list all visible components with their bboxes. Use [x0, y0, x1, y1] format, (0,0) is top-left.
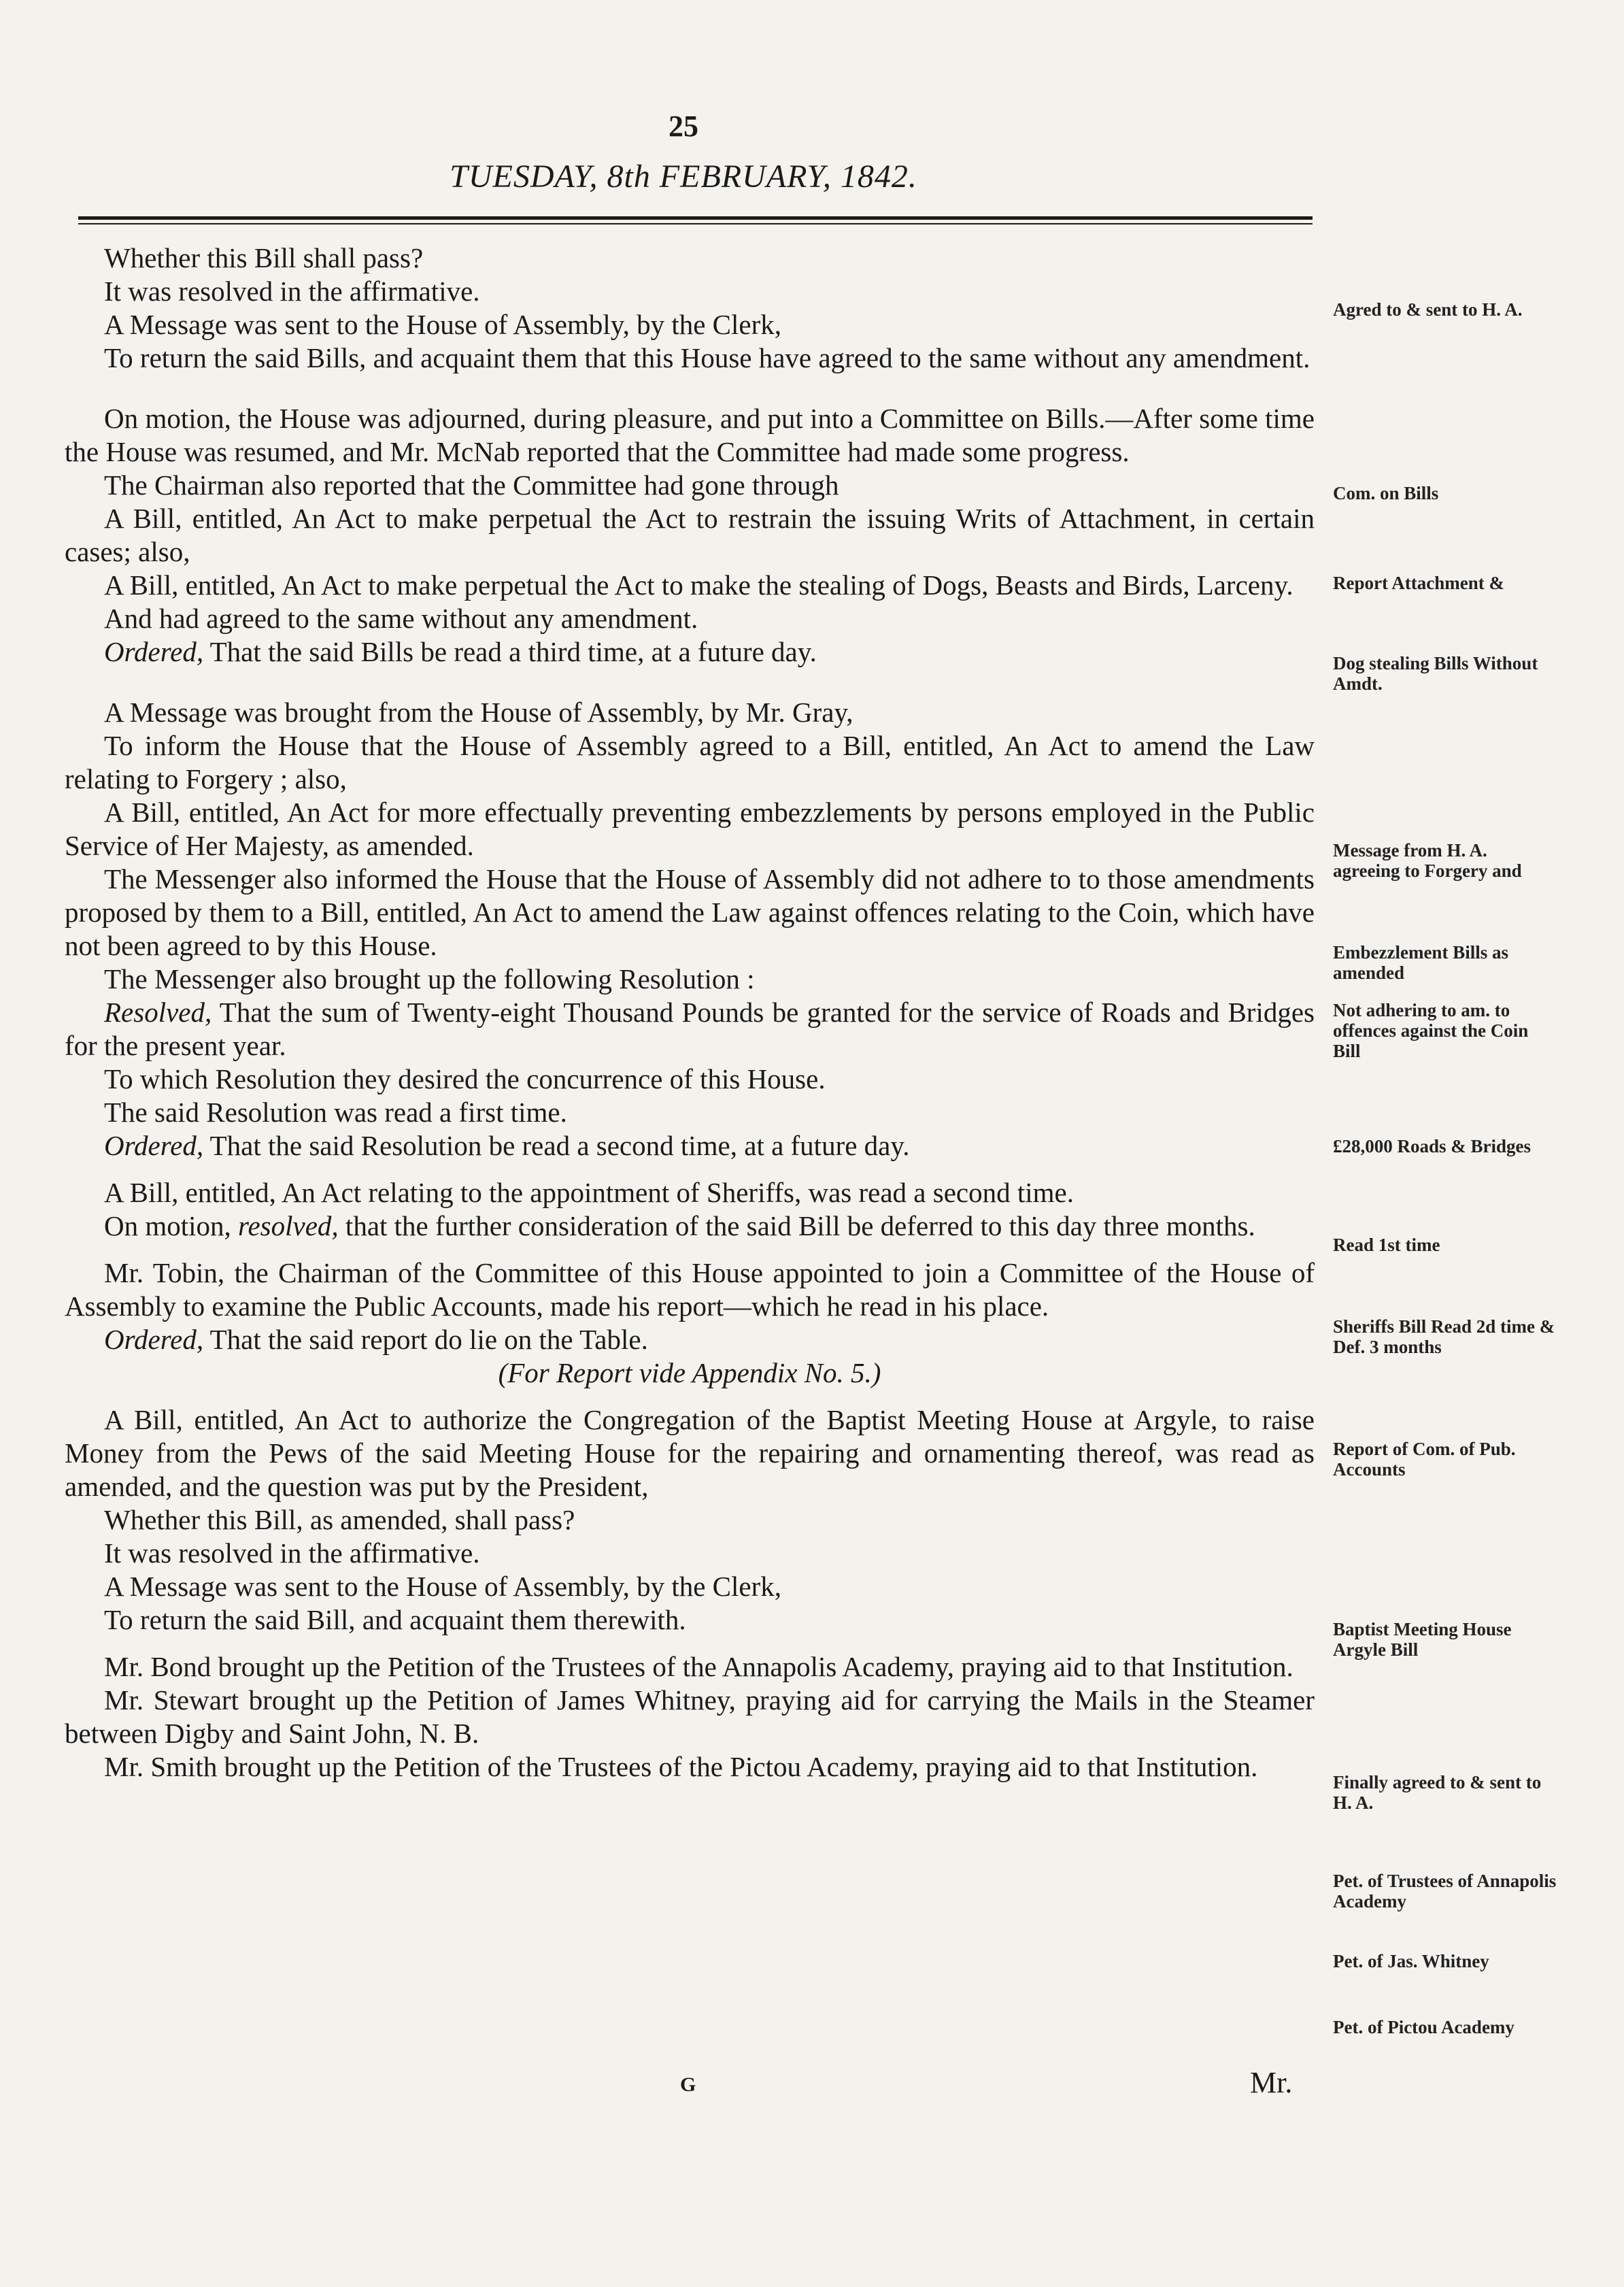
margin-note: Pet. of Jas. Whitney [1333, 1951, 1489, 1971]
paragraph: A Message was brought from the House of Assembly, by Mr. Gray, [104, 697, 853, 728]
paragraph: The Messenger also informed the House that the House of Assembly did not adhere to to those amendments proposed by them to a Bill, entitled, An Act to amend the Law against offences relating to the Coin, which have not been agreed to by this House. [65, 863, 1315, 961]
margin-note: Report of Com. of Pub. Accounts [1333, 1439, 1516, 1480]
margin-note: Report Attachment & [1333, 573, 1504, 593]
paragraph [65, 635, 1315, 669]
paragraph-text: that the further consideration of the said Bill be deferred to this day three months. [338, 1210, 1255, 1241]
paragraph: On motion, the House was adjourned, during pleasure, and put into a Committee on Bills.—After some time the House was resumed, and Mr. McNab reported that the Committee had made some progress. [65, 403, 1315, 467]
paragraph: A Bill, entitled, An Act to authorize the Congregation of the Baptist Meeting House at Argyle, to raise Money from the Pews of the said Meeting House for the repairing and ornamenting thereof, was read as amended, and the question was put by the President, [65, 1404, 1315, 1502]
paragraph-text: That the sum of Twenty-eight Thousand Pounds be granted for the service of Roads and Bridges for the present year. [65, 997, 1315, 1061]
paragraph: To return the said Bill, and acquaint them therewith. [104, 1604, 686, 1635]
appendix-reference: (For Report vide Appendix No. 5.) [498, 1357, 881, 1388]
paragraph-text: That the said Bills be read a third time, at a future day. [203, 636, 817, 667]
margin-note: £28,000 Roads & Bridges [1333, 1136, 1532, 1156]
paragraph: A Message was sent to the House of Assembly, by the Clerk, [104, 309, 782, 340]
paragraph: It was resolved in the affirmative. [104, 276, 480, 307]
paragraph: To which Resolution they desired the concurrence of this House. [104, 1063, 826, 1095]
paragraph: The Messenger also brought up the following Resolution : [104, 963, 755, 995]
paragraph [65, 996, 1315, 1063]
paragraph-text: On motion, [104, 1210, 239, 1241]
margin-note: Not adhering to am. to offences against the Coin Bill [1333, 1000, 1529, 1061]
page-date-heading: TUESDAY, 8th FEBRUARY, 1842. [450, 158, 917, 195]
margin-note: Read 1st time [1333, 1235, 1440, 1255]
margin-note: Embezzlement Bills as amended [1333, 942, 1508, 983]
paragraph: A Bill, entitled, An Act relating to the appointment of Sheriffs, was read a second time. [104, 1177, 1074, 1208]
paragraph-text: That the said report do lie on the Table. [203, 1324, 648, 1355]
paragraph: The said Resolution was read a first time. [104, 1097, 567, 1128]
margin-note: Pet. of Trustees of Annapolis Academy [1333, 1871, 1557, 1912]
paragraph: It was resolved in the affirmative. [104, 1537, 480, 1569]
margin-note: Com. on Bills [1333, 483, 1439, 503]
resolved-label: resolved, [238, 1210, 339, 1241]
body-text [65, 241, 1315, 1784]
paragraph: A Bill, entitled, An Act to make perpetual the Act to restrain the issuing Writs of Attachment, in certain cases; also, [65, 503, 1315, 567]
header-rule-thin [78, 223, 1313, 224]
paragraph: Mr. Tobin, the Chairman of the Committee of this House appointed to join a Committee of the House of Assembly to examine the Public Accounts, made his report—which he read in his place. [65, 1257, 1315, 1322]
margin-note: Dog stealing Bills Without Amdt. [1333, 653, 1538, 694]
margin-note: Finally agreed to & sent to H. A. [1333, 1772, 1542, 1813]
catchword: Mr. [1250, 2066, 1293, 2099]
page-number: 25 [669, 110, 698, 143]
margin-note: Agred to & sent to H. A. [1333, 299, 1523, 320]
paragraph: A Bill, entitled, An Act to make perpetual the Act to make the stealing of Dogs, Beasts and Birds, Larceny. [104, 569, 1293, 601]
paragraph [65, 1129, 1315, 1163]
resolved-label: Resolved, [104, 997, 212, 1028]
paragraph: And had agreed to the same without any amendment. [104, 603, 698, 634]
ordered-label: Ordered, [104, 1130, 204, 1161]
paragraph: A Bill, entitled, An Act for more effectually preventing embezzlements by persons employed in the Public Service of Her Majesty, as amended. [65, 797, 1315, 861]
header-rule-thick [78, 216, 1313, 220]
paragraph: To return the said Bills, and acquaint them that this House have agreed to the same without any amendment. [104, 342, 1310, 373]
margin-note: Pet. of Pictou Academy [1333, 2017, 1515, 2037]
paragraph: A Message was sent to the House of Assembly, by the Clerk, [104, 1571, 782, 1602]
margin-note: Baptist Meeting House Argyle Bill [1333, 1619, 1512, 1660]
paragraph: Whether this Bill shall pass? [104, 242, 424, 273]
paragraph: The Chairman also reported that the Committee had gone through [104, 469, 839, 501]
paragraph: Mr. Smith brought up the Petition of the Trustees of the Pictou Academy, praying aid to that Institution. [104, 1751, 1258, 1782]
margin-note: Message from H. A. agreeing to Forgery and [1333, 840, 1522, 881]
ordered-label: Ordered, [104, 636, 204, 667]
paragraph: Whether this Bill, as amended, shall pass? [104, 1504, 575, 1535]
paragraph-text: That the said Resolution be read a second time, at a future day. [203, 1130, 910, 1161]
paragraph: Mr. Stewart brought up the Petition of James Whitney, praying aid for carrying the Mails in the Steamer between Digby and Saint John, N. B. [65, 1684, 1315, 1749]
paragraph: To inform the House that the House of Assembly agreed to a Bill, entitled, An Act to amend the Law relating to Forgery ; also, [65, 730, 1315, 795]
paragraph [65, 1209, 1315, 1243]
paragraph: Mr. Bond brought up the Petition of the Trustees of the Annapolis Academy, praying aid to that Institution. [104, 1651, 1293, 1682]
margin-note: Sheriffs Bill Read 2d time & Def. 3 months [1333, 1316, 1555, 1357]
paragraph [65, 1323, 1315, 1356]
signature-mark: G [680, 2073, 696, 2096]
ordered-label: Ordered, [104, 1324, 204, 1355]
